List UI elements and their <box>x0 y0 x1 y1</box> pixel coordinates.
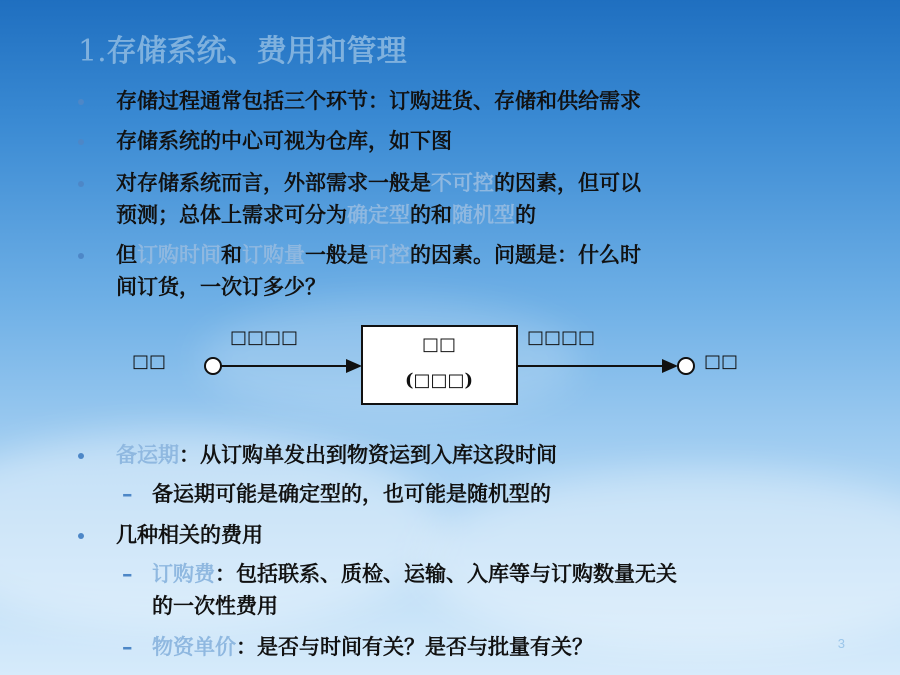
title-sep: . <box>97 34 107 69</box>
bullet-text: 对存储系统而言，外部需求一般是不可控的因素，但可以 <box>116 170 641 195</box>
diagram-box-label2: (□□□) <box>404 370 474 391</box>
input-node <box>205 358 221 374</box>
sub-dash: – <box>122 561 133 586</box>
diagram-out-label: □□□□ <box>527 327 596 348</box>
input-arrowhead <box>346 359 362 373</box>
bullet-text: 存储过程通常包括三个环节：订购进货、存储和供给需求 <box>116 88 641 113</box>
bullet-text: 但订购时间和订购量一般是可控的因素。问题是：什么时 <box>116 242 641 267</box>
sub-dash: – <box>122 634 133 659</box>
diagram-right-label: □□ <box>704 351 739 372</box>
output-arrowhead <box>662 359 678 373</box>
output-node <box>678 358 694 374</box>
diagram-box-label1: □□ <box>421 334 457 355</box>
bullet-text: 存储系统的中心可视为仓库，如下图 <box>116 128 452 153</box>
diagram-left-label: □□ <box>132 351 167 372</box>
title-number: 1 <box>78 34 98 69</box>
title-text: 存储系统、费用和管理 <box>106 34 407 69</box>
diagram-in-label: □□□□ <box>230 327 299 348</box>
bullet-dot <box>78 453 84 459</box>
bullet-dot <box>78 533 84 539</box>
page-number: 3 <box>837 636 845 651</box>
sub-dash: – <box>122 481 133 506</box>
